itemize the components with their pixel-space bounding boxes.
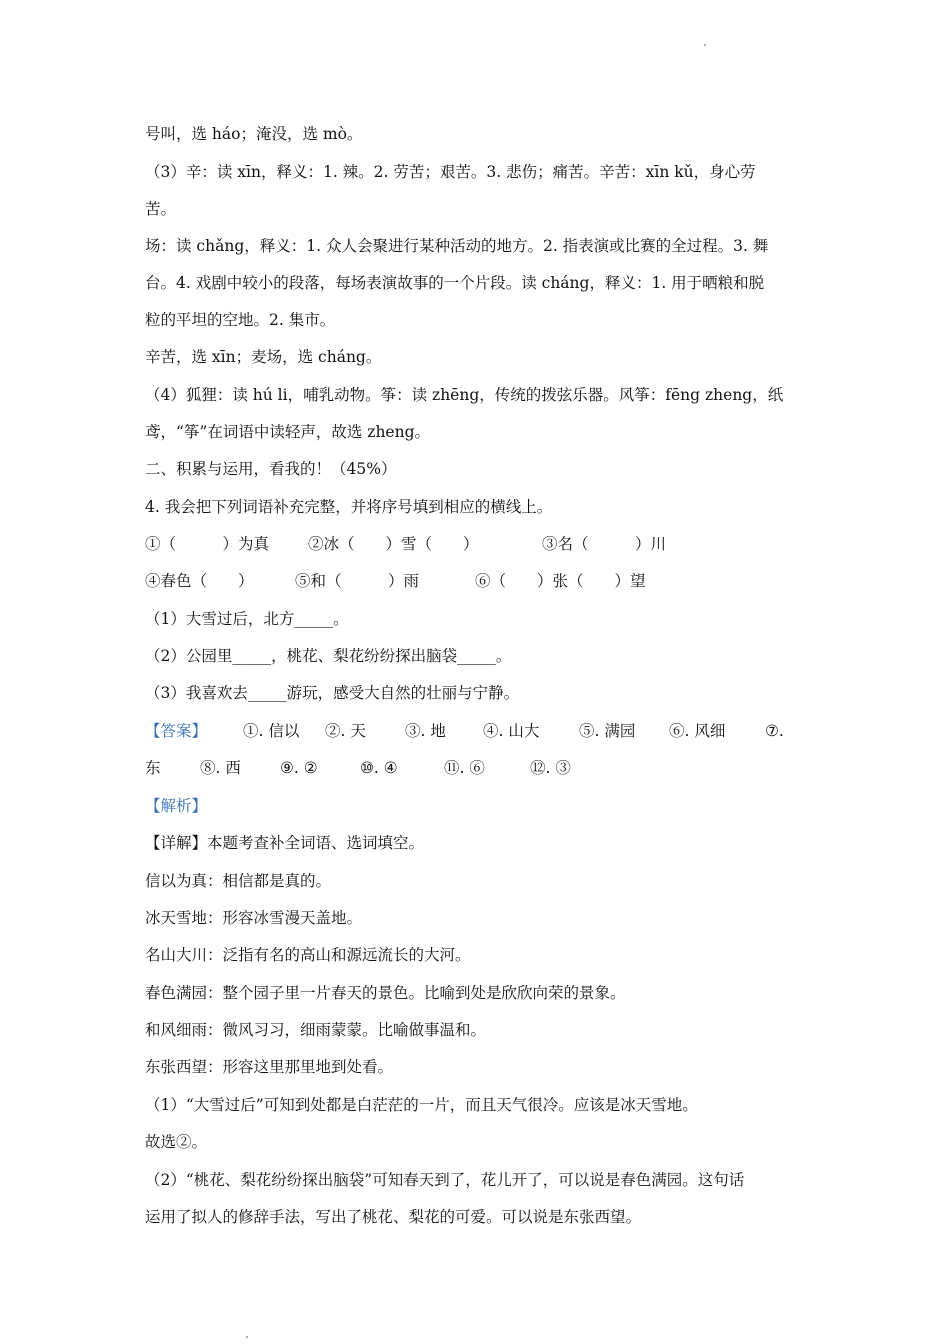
explanation-line: 运用了拟人的修辞手法，写出了桃花、梨花的可爱。可以说是东张西望。 — [145, 1208, 642, 1226]
explanation-line: 名山大川：泛指有名的高山和源远流长的大河。 — [145, 946, 471, 964]
explanation-line: 和风细雨：微风习习，细雨蒙蒙。比喻做事温和。 — [145, 1021, 487, 1039]
question-stem: 4. 我会把下列词语补充完整，并将序号填到相应的横线上。 — [145, 498, 553, 516]
analysis-label: 【解析】 — [145, 797, 208, 815]
answer-item: ④. 山大 — [483, 722, 540, 740]
answer-item: ①. 信以 — [243, 722, 300, 740]
option-item: ③名（ ）川 — [542, 535, 667, 553]
text-line: 辛苦，选 xīn；麦场，选 cháng。 — [145, 348, 382, 366]
text-line: （4）狐狸：读 hú li，哺乳动物。筝：读 zhēng，传统的拨弦乐器。风筝：fēng zheng，纸 — [145, 386, 784, 404]
option-item: ①（ ）为真 — [145, 535, 270, 553]
options-row-2 — [145, 569, 825, 593]
explanation-line: 东张西望：形容这里那里地到处看。 — [145, 1058, 394, 1076]
text-line: 粒的平坦的空地。2. 集市。 — [145, 311, 336, 329]
text-line: 号叫，选 háo；淹没，选 mò。 — [145, 125, 363, 143]
answer-item: ⑩. ④ — [360, 759, 398, 777]
option-item: ⑥（ ）张（ ）望 — [475, 572, 646, 590]
answer-item: ⑨. ② — [280, 759, 318, 777]
answer-item: 东 — [145, 759, 161, 777]
explanation-line: （2）“桃花、梨花纷纷探出脑袋”可知春天到了，花儿开了，可以说是春色满园。这句话 — [145, 1171, 745, 1189]
fill-sentence: （1）大雪过后，北方_____。 — [145, 610, 349, 628]
explanation-line: 信以为真：相信都是真的。 — [145, 872, 332, 890]
text-line: （3）辛：读 xīn，释义：1. 辣。2. 劳苦；艰苦。3. 悲伤；痛苦。辛苦：xīn kǔ，身心劳 — [145, 163, 756, 181]
scan-dot — [704, 44, 706, 46]
text-line: 场：读 chǎng，释义：1. 众人会聚进行某种活动的地方。2. 指表演或比赛的全过程。3. 舞 — [145, 237, 769, 255]
text-line: 苦。 — [145, 200, 177, 218]
option-item: ④春色（ ） — [145, 572, 254, 590]
explanation-line: 冰天雪地：形容冰雪漫天盖地。 — [145, 909, 363, 927]
answer-item: ⑤. 满园 — [579, 722, 636, 740]
explanation-line: 【详解】本题考查补全词语、选词填空。 — [145, 834, 425, 852]
answer-item: ②. 天 — [325, 722, 366, 740]
scan-dot — [246, 1336, 248, 1338]
answer-row-2 — [145, 756, 825, 780]
option-item: ②冰（ ）雪（ ） — [308, 535, 479, 553]
explanation-line: （1）“大雪过后”可知到处都是白茫茫的一片，而且天气很冷。应该是冰天雪地。 — [145, 1096, 698, 1114]
fill-sentence: （2）公园里_____，桃花、梨花纷纷探出脑袋_____。 — [145, 647, 512, 665]
fill-sentence: （3）我喜欢去_____游玩，感受大自然的壮丽与宁静。 — [145, 684, 520, 702]
option-item: ⑤和（ ）雨 — [295, 572, 420, 590]
text-line: 鸢，“筝”在词语中读轻声，故选 zheng。 — [145, 423, 431, 441]
answer-item: ⑧. 西 — [200, 759, 241, 777]
answer-item: ⑥. 风细 — [669, 722, 726, 740]
answer-item: ③. 地 — [405, 722, 446, 740]
explanation-line: 春色满园：整个园子里一片春天的景色。比喻到处是欣欣向荣的景象。 — [145, 984, 626, 1002]
explanation-line: 故选②。 — [145, 1133, 208, 1151]
answer-item: ⑫. ③ — [530, 759, 571, 777]
answer-row-1 — [145, 719, 825, 743]
text-line: 台。4. 戏剧中较小的段落，每场表演故事的一个片段。读 cháng，释义：1. 用于晒粮和脱 — [145, 274, 765, 292]
options-row-1 — [145, 532, 825, 556]
answer-label: 【答案】 — [145, 722, 208, 740]
section-heading: 二、积累与运用，看我的！（45%） — [145, 460, 397, 478]
answer-item: ⑪. ⑥ — [444, 759, 485, 777]
answer-item: ⑦. — [765, 722, 784, 740]
